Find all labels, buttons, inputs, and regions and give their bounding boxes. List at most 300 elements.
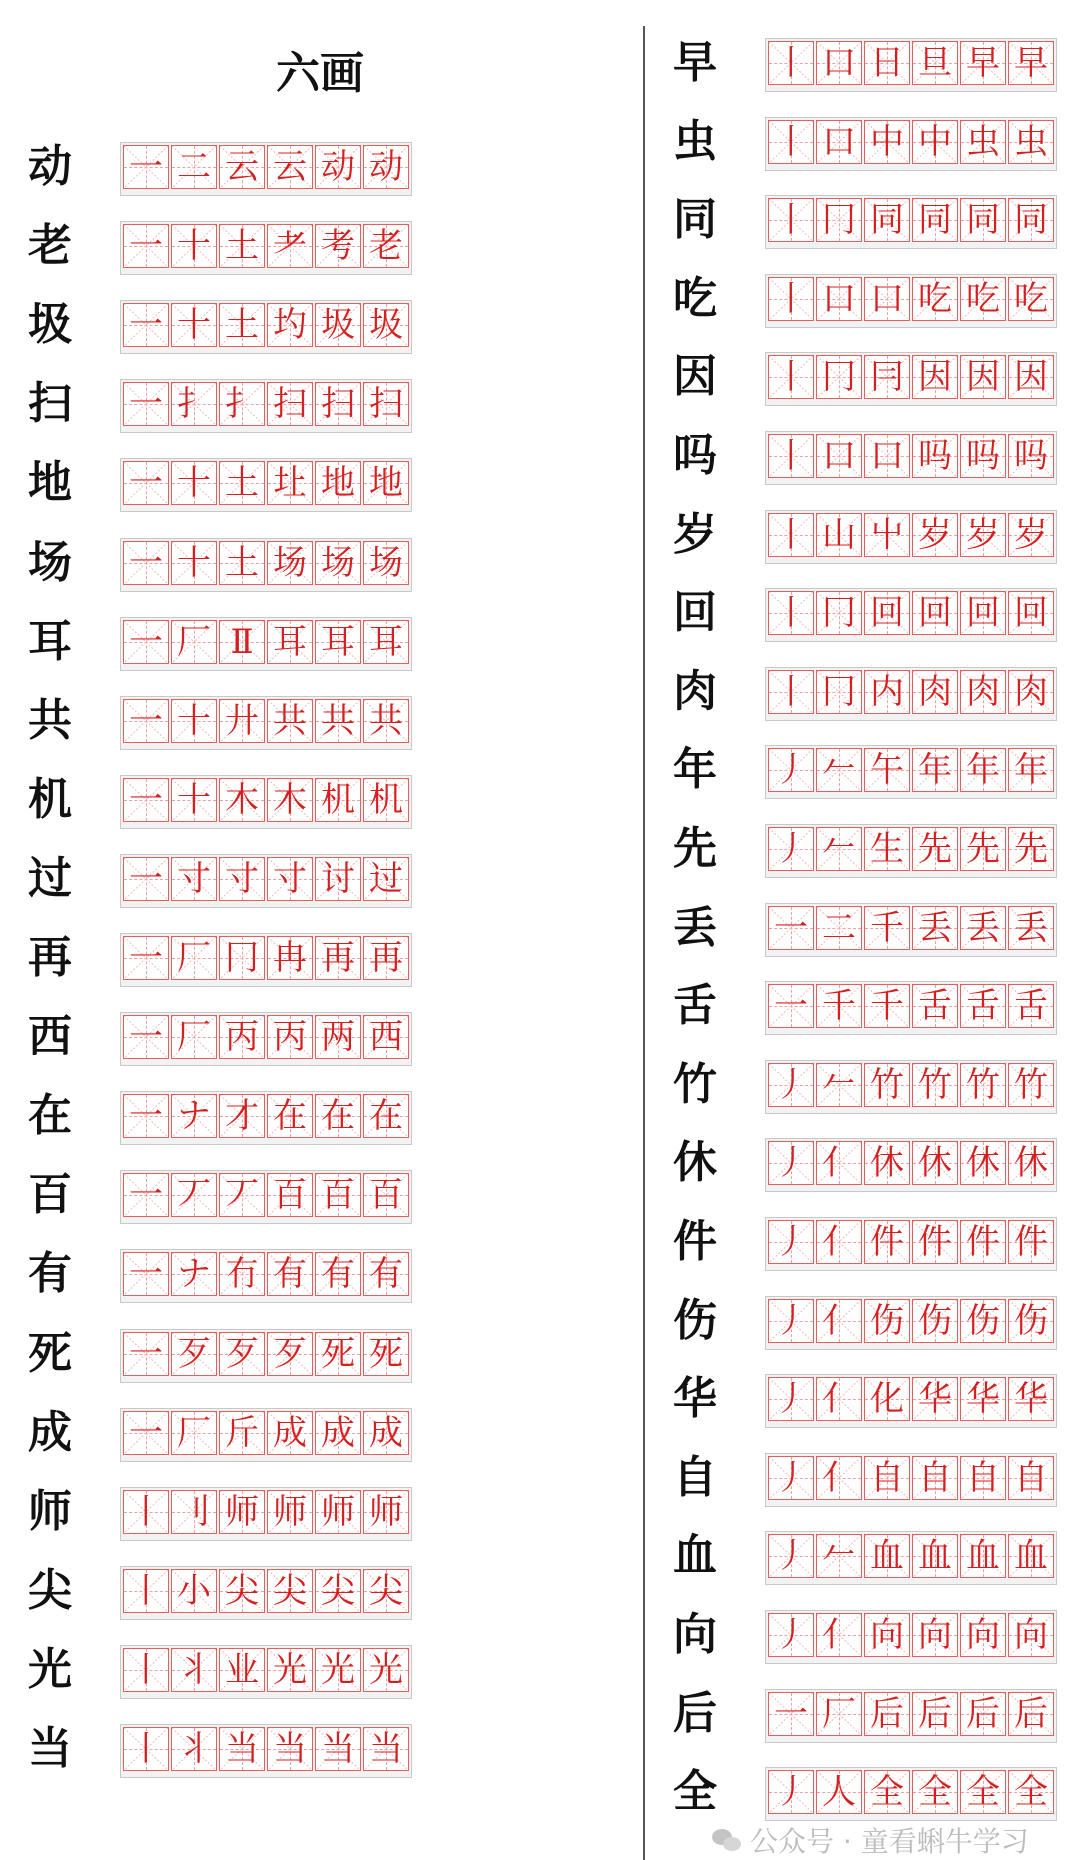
stroke-step-cell	[363, 541, 409, 585]
stroke-step-glyph: 回	[870, 593, 904, 634]
stroke-step-glyph: 厂	[177, 1017, 211, 1058]
stroke-step-glyph: 二	[177, 147, 211, 187]
stroke-step-glyph: 一	[774, 1693, 808, 1734]
stroke-step-cell	[267, 1332, 313, 1376]
stroke-step-glyph: 丿	[774, 1772, 808, 1813]
stroke-step-glyph: 共	[321, 700, 355, 741]
stroke-step-cell	[768, 277, 814, 321]
stroke-step-glyph: 竹	[966, 1064, 1000, 1105]
stroke-step-glyph: 厂	[177, 621, 211, 662]
stroke-step-cell	[123, 1569, 169, 1613]
stroke-step-cell	[315, 857, 361, 901]
stroke-step-glyph: 丨	[129, 1491, 163, 1532]
stroke-step-cell	[816, 984, 862, 1028]
character-label: 休	[673, 1137, 717, 1189]
stroke-order-strip	[120, 696, 412, 750]
stroke-step-cell	[363, 1094, 409, 1138]
stroke-step-glyph: 斤	[225, 1412, 259, 1453]
character-label: 肉	[673, 665, 717, 717]
stroke-step-cell	[315, 1252, 361, 1296]
stroke-step-glyph: 土	[225, 305, 259, 346]
stroke-step-glyph: 件	[1014, 1222, 1048, 1262]
stroke-step-glyph: 丨	[774, 278, 808, 319]
stroke-step-glyph: 同	[966, 200, 1000, 241]
stroke-step-glyph: 丢	[1014, 907, 1048, 948]
stroke-step-cell	[267, 145, 313, 189]
stroke-step-glyph: 场	[273, 542, 307, 583]
char-row	[20, 536, 420, 590]
stroke-step-cell	[171, 382, 217, 426]
stroke-step-cell	[960, 670, 1006, 714]
stroke-step-cell	[171, 541, 217, 585]
stroke-step-glyph: 舌	[918, 986, 952, 1027]
stroke-step-glyph: 旦	[918, 43, 952, 83]
stroke-step-cell	[864, 434, 910, 478]
stroke-step-cell	[219, 1411, 265, 1455]
character-label: 老	[28, 220, 72, 272]
stroke-step-glyph: 土	[225, 463, 259, 504]
character-label: 回	[673, 587, 717, 639]
stroke-step-cell	[363, 1490, 409, 1534]
stroke-step-cell	[768, 434, 814, 478]
stroke-step-cell	[363, 1569, 409, 1613]
stroke-step-cell	[816, 748, 862, 792]
stroke-step-glyph: 一	[129, 226, 163, 267]
stroke-step-glyph: 𠂉	[822, 1536, 856, 1577]
stroke-step-glyph: ナ	[177, 1096, 211, 1137]
stroke-order-strip	[120, 1566, 412, 1620]
stroke-step-cell	[123, 620, 169, 664]
stroke-step-cell	[123, 1411, 169, 1455]
char-row	[665, 36, 1065, 90]
stroke-step-cell	[267, 1173, 313, 1217]
stroke-step-cell	[960, 1613, 1006, 1657]
stroke-step-glyph: 有	[369, 1254, 403, 1295]
stroke-step-glyph: 华	[1014, 1379, 1048, 1420]
stroke-step-glyph: 再	[369, 938, 403, 978]
stroke-step-glyph: 舌	[966, 986, 1000, 1027]
stroke-step-glyph: 当	[225, 1729, 259, 1769]
stroke-step-glyph: 肉	[918, 671, 952, 712]
stroke-step-glyph: 一	[129, 700, 163, 741]
stroke-step-glyph: 十	[177, 305, 211, 346]
stroke-step-cell	[960, 1063, 1006, 1107]
stroke-step-glyph: 回	[1014, 593, 1048, 634]
stroke-step-cell	[960, 1299, 1006, 1343]
stroke-step-cell	[123, 936, 169, 980]
stroke-step-glyph: 共	[369, 700, 403, 741]
stroke-step-glyph: 冂	[822, 200, 856, 241]
stroke-step-glyph: 光	[321, 1649, 355, 1690]
stroke-step-glyph: 丢	[966, 907, 1000, 948]
stroke-step-glyph: 休	[1014, 1143, 1048, 1184]
stroke-step-glyph: 亻	[822, 1222, 856, 1262]
stroke-step-glyph: 亻	[822, 1615, 856, 1655]
stroke-step-cell	[864, 591, 910, 635]
stroke-step-cell	[912, 1377, 958, 1421]
stroke-step-cell	[363, 145, 409, 189]
stroke-step-glyph: 尖	[369, 1570, 403, 1611]
stroke-step-glyph: 丙	[273, 1017, 307, 1058]
stroke-step-cell	[363, 382, 409, 426]
stroke-step-glyph: 有	[321, 1254, 355, 1295]
stroke-step-cell	[912, 984, 958, 1028]
stroke-step-cell	[171, 1411, 217, 1455]
stroke-step-cell	[768, 1220, 814, 1264]
stroke-step-cell	[171, 1252, 217, 1296]
stroke-step-glyph: 才	[225, 1096, 259, 1137]
stroke-step-cell	[1008, 198, 1054, 242]
stroke-step-glyph: 冃	[870, 357, 904, 398]
stroke-step-cell	[912, 1692, 958, 1736]
stroke-order-strip	[765, 1217, 1057, 1271]
stroke-step-glyph: 伤	[918, 1300, 952, 1341]
stroke-step-cell	[123, 303, 169, 347]
char-row	[20, 931, 420, 985]
stroke-step-cell	[171, 936, 217, 980]
stroke-step-glyph: 场	[321, 542, 355, 583]
char-row	[665, 1058, 1065, 1112]
stroke-step-glyph: 丿	[774, 1222, 808, 1262]
stroke-step-cell	[864, 984, 910, 1028]
stroke-step-cell	[315, 303, 361, 347]
stroke-step-cell	[864, 827, 910, 871]
stroke-step-glyph: 同	[870, 200, 904, 241]
stroke-step-cell	[315, 1727, 361, 1771]
character-label: 地	[28, 457, 72, 509]
char-row	[20, 615, 420, 669]
stroke-step-glyph: 歹	[273, 1333, 307, 1374]
stroke-step-cell	[171, 461, 217, 505]
stroke-step-glyph: 舌	[1014, 986, 1048, 1027]
char-row	[20, 140, 420, 194]
stroke-step-cell	[363, 1727, 409, 1771]
stroke-step-cell	[171, 1727, 217, 1771]
stroke-step-glyph: 口	[822, 121, 856, 162]
stroke-step-glyph: 伤	[1014, 1300, 1048, 1341]
stroke-step-cell	[864, 513, 910, 557]
stroke-step-cell	[171, 303, 217, 347]
stroke-order-strip	[765, 1374, 1057, 1428]
stroke-order-strip	[120, 142, 412, 196]
stroke-step-cell	[219, 620, 265, 664]
character-label: 伤	[673, 1294, 717, 1346]
stroke-step-cell	[123, 224, 169, 268]
stroke-step-glyph: 冂	[822, 357, 856, 398]
stroke-order-strip	[765, 667, 1057, 721]
stroke-step-glyph: 师	[225, 1491, 259, 1532]
stroke-step-glyph: 机	[321, 779, 355, 820]
stroke-step-glyph: 冂	[822, 671, 856, 712]
stroke-step-glyph: 生	[870, 829, 904, 869]
stroke-step-glyph: 尖	[321, 1570, 355, 1611]
stroke-step-glyph: 尖	[225, 1570, 259, 1611]
stroke-step-glyph: 厂	[177, 1412, 211, 1453]
stroke-step-cell	[171, 699, 217, 743]
stroke-step-cell	[267, 382, 313, 426]
character-label: 在	[28, 1090, 72, 1142]
stroke-step-glyph: 冂	[225, 938, 259, 978]
stroke-step-glyph: 口	[822, 436, 856, 476]
stroke-step-glyph: 肉	[1014, 671, 1048, 712]
stroke-step-cell	[816, 670, 862, 714]
stroke-step-glyph: 一	[129, 1175, 163, 1216]
stroke-step-cell	[1008, 1692, 1054, 1736]
stroke-order-strip	[765, 431, 1057, 485]
stroke-order-strip	[765, 824, 1057, 878]
stroke-step-glyph: 血	[1014, 1536, 1048, 1577]
character-label: 件	[673, 1216, 717, 1267]
stroke-step-glyph: 百	[273, 1175, 307, 1216]
stroke-step-glyph: 小	[177, 1570, 211, 1611]
character-label: 扫	[28, 378, 72, 430]
stroke-step-cell	[768, 1063, 814, 1107]
stroke-step-cell	[768, 1613, 814, 1657]
stroke-step-cell	[816, 120, 862, 164]
character-label: 吃	[673, 272, 717, 324]
char-row	[665, 1608, 1065, 1662]
stroke-step-glyph: 扌	[177, 384, 211, 425]
stroke-step-cell	[912, 827, 958, 871]
stroke-step-glyph: 云	[273, 147, 307, 187]
stroke-step-glyph: 考	[321, 226, 355, 267]
stroke-step-glyph: 虫	[1014, 121, 1048, 162]
char-row	[20, 1722, 420, 1776]
stroke-step-cell	[816, 1299, 862, 1343]
stroke-step-glyph: 件	[870, 1222, 904, 1262]
stroke-step-glyph: 土	[225, 226, 259, 267]
stroke-step-cell	[219, 936, 265, 980]
stroke-step-cell	[960, 355, 1006, 399]
stroke-step-cell	[123, 1094, 169, 1138]
stroke-step-cell	[363, 1411, 409, 1455]
stroke-step-cell	[267, 1490, 313, 1534]
stroke-step-cell	[1008, 1220, 1054, 1264]
stroke-step-glyph: 圾	[321, 305, 355, 346]
stroke-step-cell	[960, 748, 1006, 792]
stroke-step-glyph: 同	[918, 200, 952, 241]
stroke-step-glyph: 廾	[225, 700, 259, 741]
stroke-step-cell	[123, 699, 169, 743]
char-row	[665, 822, 1065, 876]
stroke-order-strip	[120, 1487, 412, 1541]
stroke-step-glyph: 丿	[774, 1300, 808, 1341]
stroke-step-cell	[864, 906, 910, 950]
stroke-step-glyph: 吃	[1014, 278, 1048, 319]
stroke-step-cell	[912, 1299, 958, 1343]
char-row	[20, 377, 420, 431]
stroke-step-glyph: 在	[369, 1096, 403, 1137]
stroke-step-glyph: 歹	[225, 1333, 259, 1374]
stroke-step-glyph: 吗	[918, 436, 952, 476]
stroke-step-cell	[363, 1252, 409, 1296]
stroke-step-glyph: 丿	[774, 750, 808, 791]
stroke-step-glyph: 耳	[369, 621, 403, 662]
stroke-step-glyph: 成	[369, 1412, 403, 1453]
stroke-step-cell	[219, 303, 265, 347]
stroke-step-glyph: 内	[870, 671, 904, 712]
stroke-step-glyph: 血	[870, 1536, 904, 1577]
stroke-step-glyph: 休	[870, 1143, 904, 1184]
stroke-step-glyph: 耳	[273, 621, 307, 662]
stroke-step-glyph: 云	[225, 147, 259, 187]
stroke-step-glyph: 扫	[321, 384, 355, 425]
stroke-step-glyph: 场	[369, 542, 403, 583]
stroke-step-cell	[315, 936, 361, 980]
stroke-step-cell	[1008, 120, 1054, 164]
stroke-step-glyph: 成	[273, 1412, 307, 1453]
stroke-step-glyph: 千	[870, 986, 904, 1027]
stroke-step-cell	[363, 303, 409, 347]
stroke-step-cell	[171, 778, 217, 822]
stroke-step-cell	[171, 620, 217, 664]
stroke-step-cell	[912, 355, 958, 399]
stroke-step-cell	[816, 41, 862, 85]
stroke-step-glyph: 十	[177, 226, 211, 267]
stroke-step-glyph: 丬	[177, 1649, 211, 1690]
stroke-step-cell	[171, 1094, 217, 1138]
stroke-step-glyph: 年	[918, 750, 952, 791]
stroke-step-glyph: 过	[369, 858, 403, 899]
character-label: 耳	[28, 615, 72, 667]
stroke-step-cell	[912, 670, 958, 714]
stroke-step-glyph: 口	[870, 436, 904, 476]
stroke-step-glyph: 伤	[966, 1300, 1000, 1341]
char-row	[20, 694, 420, 748]
stroke-step-cell	[1008, 1613, 1054, 1657]
stroke-step-glyph: 丨	[774, 121, 808, 162]
stroke-step-glyph: 竹	[1014, 1064, 1048, 1105]
character-label: 尖	[28, 1564, 72, 1616]
stroke-step-glyph: 丨	[129, 1649, 163, 1690]
character-label: 血	[673, 1530, 717, 1582]
stroke-step-glyph: 丨	[129, 1729, 163, 1769]
stroke-order-strip	[120, 1170, 412, 1224]
stroke-step-glyph: 师	[369, 1491, 403, 1532]
stroke-step-cell	[1008, 1770, 1054, 1814]
stroke-step-cell	[1008, 434, 1054, 478]
stroke-step-cell	[123, 461, 169, 505]
stroke-step-cell	[864, 355, 910, 399]
char-row	[20, 773, 420, 827]
stroke-step-cell	[768, 906, 814, 950]
stroke-step-glyph: 全	[1014, 1772, 1048, 1813]
stroke-step-glyph: 一	[129, 1333, 163, 1374]
stroke-step-glyph: 𠂉	[822, 750, 856, 791]
stroke-order-strip	[120, 1249, 412, 1303]
character-label: 成	[28, 1406, 72, 1458]
stroke-step-cell	[1008, 906, 1054, 950]
stroke-step-cell	[864, 277, 910, 321]
stroke-order-strip	[765, 981, 1057, 1035]
stroke-step-cell	[912, 1613, 958, 1657]
stroke-step-cell	[267, 857, 313, 901]
stroke-step-glyph: 木	[225, 779, 259, 820]
stroke-step-cell	[960, 1770, 1006, 1814]
character-label: 当	[28, 1723, 72, 1774]
stroke-step-glyph: 刂	[177, 1491, 211, 1532]
stroke-step-glyph: 在	[321, 1096, 355, 1137]
stroke-step-glyph: 自	[1014, 1457, 1048, 1498]
stroke-step-glyph: 休	[966, 1143, 1000, 1184]
stroke-step-cell	[912, 277, 958, 321]
stroke-step-cell	[267, 1727, 313, 1771]
stroke-step-glyph: 厂	[177, 938, 211, 978]
character-label: 岁	[673, 508, 717, 560]
stroke-step-cell	[960, 1220, 1006, 1264]
stroke-step-glyph: 年	[966, 750, 1000, 791]
stroke-step-cell	[123, 1332, 169, 1376]
stroke-step-glyph: 后	[918, 1693, 952, 1734]
stroke-step-cell	[864, 1299, 910, 1343]
stroke-step-glyph: 厂	[822, 1693, 856, 1734]
stroke-step-glyph: 光	[369, 1649, 403, 1690]
stroke-step-cell	[816, 906, 862, 950]
stroke-step-cell	[267, 699, 313, 743]
char-row	[665, 743, 1065, 797]
stroke-step-glyph: 一	[129, 621, 163, 662]
stroke-step-cell	[912, 591, 958, 635]
stroke-step-glyph: 血	[918, 1536, 952, 1577]
stroke-step-glyph: 回	[918, 593, 952, 634]
stroke-step-glyph: 𠂉	[822, 1064, 856, 1105]
stroke-step-glyph: 一	[129, 1096, 163, 1137]
stroke-step-cell	[864, 41, 910, 85]
stroke-order-strip	[120, 221, 412, 275]
stroke-step-glyph: 丿	[774, 1615, 808, 1655]
stroke-step-cell	[768, 827, 814, 871]
stroke-step-glyph: 一	[129, 147, 163, 187]
stroke-step-glyph: 一	[774, 986, 808, 1027]
stroke-step-cell	[1008, 1141, 1054, 1185]
stroke-step-glyph: 光	[273, 1649, 307, 1690]
stroke-step-glyph: 人	[822, 1772, 856, 1813]
stroke-step-glyph: 亻	[822, 1379, 856, 1420]
stroke-step-glyph: 丿	[774, 1064, 808, 1105]
stroke-step-glyph: 先	[1014, 829, 1048, 869]
char-row	[665, 508, 1065, 562]
char-row	[20, 1247, 420, 1301]
char-row	[665, 1687, 1065, 1741]
stroke-step-glyph: 后	[1014, 1693, 1048, 1734]
stroke-step-cell	[864, 1456, 910, 1500]
char-row	[665, 350, 1065, 404]
stroke-step-cell	[171, 1569, 217, 1613]
character-label: 过	[28, 852, 72, 904]
stroke-step-glyph: 冇	[225, 1254, 259, 1295]
stroke-step-cell	[1008, 513, 1054, 557]
stroke-step-cell	[864, 1141, 910, 1185]
stroke-step-glyph: 因	[1014, 357, 1048, 398]
stroke-step-cell	[363, 461, 409, 505]
stroke-step-glyph: 耂	[273, 226, 307, 267]
stroke-step-glyph: 十	[177, 463, 211, 504]
char-row	[665, 1372, 1065, 1426]
stroke-step-cell	[219, 1015, 265, 1059]
stroke-step-cell	[768, 748, 814, 792]
stroke-step-glyph: 早	[1014, 43, 1048, 83]
stroke-step-glyph: 因	[918, 357, 952, 398]
stroke-step-cell	[171, 224, 217, 268]
stroke-step-glyph: 丿	[774, 1457, 808, 1498]
stroke-step-glyph: 岁	[966, 514, 1000, 555]
stroke-step-glyph: 竹	[918, 1064, 952, 1105]
stroke-step-cell	[1008, 1299, 1054, 1343]
stroke-step-cell	[315, 224, 361, 268]
stroke-step-cell	[315, 541, 361, 585]
stroke-order-strip	[120, 617, 412, 671]
stroke-order-strip	[120, 1724, 412, 1778]
